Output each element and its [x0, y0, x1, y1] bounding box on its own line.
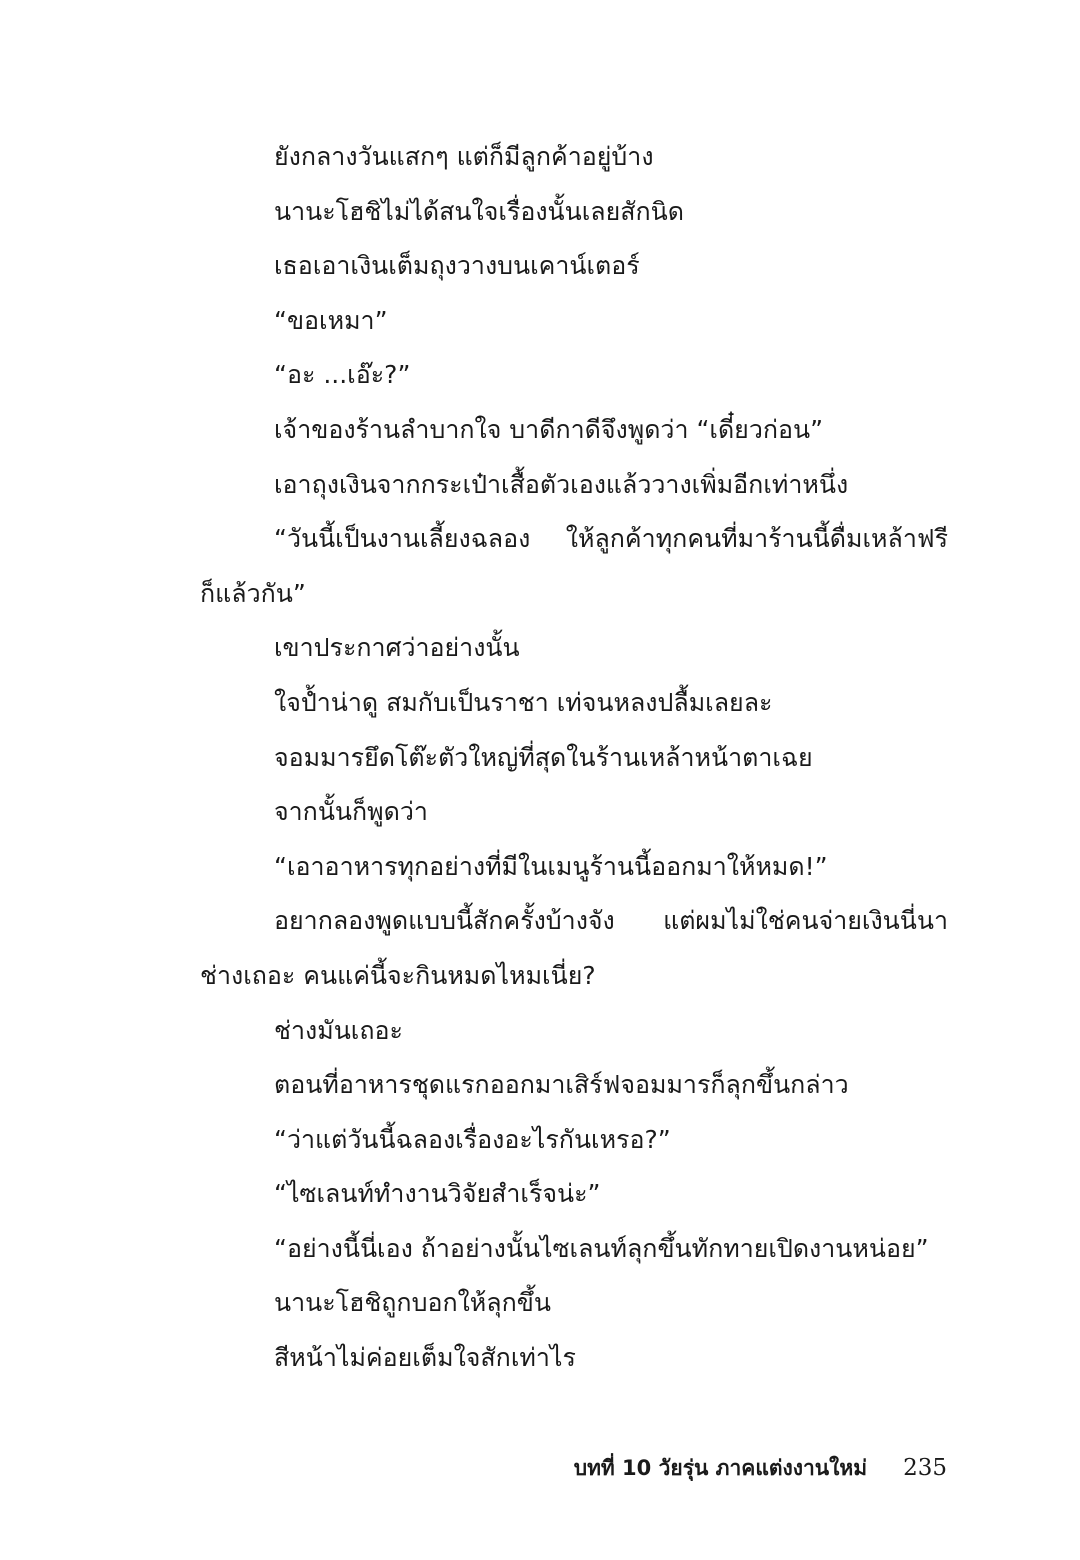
text-line: อยากลองพูดแบบนี้สักครั้งบ้างจัง แต่ผมไม่ใช่คนจ่ายเงินนี่นา — [274, 906, 948, 936]
text-line: “ไซเลนท์ทำงานวิจัยสำเร็จน่ะ” — [274, 1179, 601, 1209]
text-line: จากนั้นก็พูดว่า — [274, 797, 428, 827]
text-line: “อย่างนี้นี่เอง ถ้าอย่างนั้นไซเลนท์ลุกขึ้นทักทายเปิดงานหน่อย” — [274, 1233, 929, 1263]
page-footer — [574, 1448, 947, 1488]
text-line: “วันนี้เป็นงานเลี้ยงฉลอง ให้ลูกค้าทุกคนที่มาร้านนี้ดื่มเหล้าฟรี — [274, 524, 948, 554]
text-line: ช่างเถอะ คนแค่นี้จะกินหมดไหมเนี่ย? — [200, 960, 596, 990]
text-line: เจ้าของร้านลำบากใจ บาดีกาดีจึงพูดว่า “เดี๋ยวก่อน” — [274, 414, 824, 444]
text-line: สีหน้าไม่ค่อยเต็มใจสักเท่าไร — [274, 1343, 576, 1373]
text-line: ก็แล้วกัน” — [200, 578, 306, 608]
text-line: จอมมารยึดโต๊ะตัวใหญ่ที่สุดในร้านเหล้าหน้าตาเฉย — [274, 742, 813, 772]
page-number: 235 — [903, 1455, 947, 1481]
text-line: ใจป้ำน่าดู สมกับเป็นราชา เท่จนหลงปลื้มเลยละ — [274, 687, 773, 717]
text-line: นานะโฮชิไม่ได้สนใจเรื่องนั้นเลยสักนิด — [274, 196, 684, 226]
text-line: “ขอเหมา” — [274, 305, 388, 335]
text-line: “เอาอาหารทุกอย่างที่มีในเมนูร้านนี้ออกมาให้หมด!” — [274, 851, 828, 881]
body-text — [200, 130, 948, 1386]
text-line: เอาถุงเงินจากกระเป๋าเสื้อตัวเองแล้ววางเพิ่มอีกเท่าหนึ่ง — [274, 469, 849, 499]
text-line: นานะโฮชิถูกบอกให้ลุกขึ้น — [274, 1288, 551, 1318]
text-line: ยังกลางวันแสกๆ แต่ก็มีลูกค้าอยู่บ้าง — [274, 142, 654, 171]
text-line: ตอนที่อาหารชุดแรกออกมาเสิร์ฟจอมมารก็ลุกขึ้นกล่าว — [274, 1070, 849, 1100]
text-line: “อะ ...เอ๊ะ?” — [274, 360, 411, 390]
text-line: เขาประกาศว่าอย่างนั้น — [274, 633, 520, 663]
text-line: เธอเอาเงินเต็มถุงวางบนเคาน์เตอร์ — [274, 251, 640, 281]
text-line: ช่างมันเถอะ — [274, 1015, 403, 1045]
text-line: “ว่าแต่วันนี้ฉลองเรื่องอะไรกันเหรอ?” — [274, 1124, 671, 1154]
running-header-chapter: บทที่ 10 วัยรุ่น ภาคแต่งงานใหม่ — [573, 1455, 868, 1480]
